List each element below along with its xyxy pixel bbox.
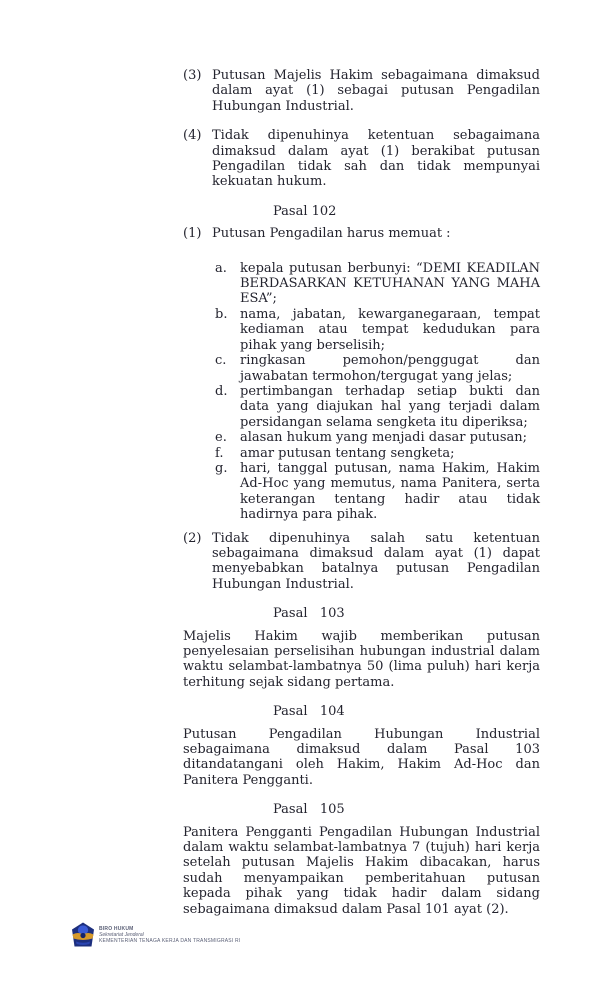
page-footer [71,922,240,952]
pasal-104-body: Putusan Pengadilan Hubungan Industrial sebagaimana dimaksud dalam Pasal 103 ditandatangani oleh Hakim, Hakim Ad-Hoc dan Panitera Pengganti. [183,726,540,788]
kemnakertrans-logo-icon [71,922,95,952]
list-item-e [215,430,540,445]
pasal-102-point-list [215,261,540,523]
pasal-105-body: Panitera Pengganti Pengadilan Hubungan Industrial dalam waktu selambat-lambatnya 7 (tujuh) hari kerja setelah putusan Majelis Hakim dibacakan, harus sudah menyampaikan pemberitahuan putusan kepada pihak yang tidak hadir dalam sidang sebagaimana dimaksud dalam Pasal 101 ayat (2). [183,824,540,917]
list-item-f [215,446,540,461]
clause-text: Putusan Pengadilan harus memuat : [212,226,451,242]
point-letter: b. [215,306,228,322]
point-letter: e. [215,430,227,446]
clause-text: Putusan Majelis Hakim sebagaimana dimaksud dalam ayat (1) sebagai putusan Pengadilan Hubungan Industrial. [212,68,540,114]
clause-number: (1) [183,226,202,242]
pasal-102-heading: Pasal 102 [273,203,337,219]
point-text: kepala putusan berbunyi: “DEMI KEADILAN BERDASARKAN KETUHANAN YANG MAHA ESA”; [240,260,540,307]
footer-line-sekretariat: Sekretariat Jenderal [99,932,144,938]
document-body [183,68,540,931]
point-text: ringkasan pemohon/penggugat dan jawabatan termohon/tergugat yang jelas; [240,353,540,384]
clause-number: (4) [183,128,202,144]
point-text: hari, tanggal putusan, nama Hakim, Hakim Ad-Hoc yang memutus, nama Panitera, serta keterangan tentang hadir atau tidak hadirnya para pihak. [240,460,540,523]
pasal-103-heading: Pasal 103 [273,606,345,622]
pasal-104-heading: Pasal 104 [273,704,345,720]
point-text: nama, jabatan, kewarganegaraan, tempat kediaman atau tempat kedudukan para pihak yang berselisih; [240,306,540,353]
clause-ayat-2 [183,531,540,593]
list-item-b [215,307,540,353]
footer-line-kementerian: KEMENTERIAN TENAGA KERJA DAN TRANSMIGRASI RI [99,938,241,944]
point-text: amar putusan tentang sengketa; [240,445,455,461]
list-item-d [215,384,540,430]
pasal-103-body: Majelis Hakim wajib memberikan putusan penyelesaian perselisihan hubungan industrial dalam waktu selambat-lambatnya 50 (lima puluh) hari kerja terhitung sejak sidang pertama. [183,628,540,690]
point-letter: d. [215,383,228,399]
list-item-g [215,461,540,523]
clause-number: (3) [183,68,202,83]
point-text: alasan hukum yang menjadi dasar putusan; [240,430,528,446]
clause-ayat-1 [183,226,540,241]
clause-number: (2) [183,530,202,546]
clause-ayat-3 [183,68,540,114]
clause-text: Tidak dipenuhinya ketentuan sebagaimana dimaksud dalam ayat (1) berakibat putusan Pengadilan tidak sah dan tidak mempunyai kekuatan hukum. [212,128,540,190]
point-letter: f. [215,445,224,461]
list-item-c [215,353,540,384]
point-letter: a. [215,260,227,276]
pasal-105-heading: Pasal 105 [273,802,345,818]
clause-ayat-4 [183,128,540,190]
footer-text-block [99,922,240,944]
point-letter: g. [215,460,228,476]
list-item-a [215,261,540,307]
point-letter: c. [215,353,227,369]
point-text: pertimbangan terhadap setiap bukti dan data yang diajukan hal yang terjadi dalam persidangan selama sengketa itu diperiksa; [240,383,540,430]
footer-line-biro-hukum: BIRO HUKUM [99,926,134,932]
clause-text: Tidak dipenuhinya salah satu ketentuan sebagaimana dimaksud dalam ayat (1) dapat menyebabkan batalnya putusan Pengadilan Hubungan Industrial. [212,530,540,592]
